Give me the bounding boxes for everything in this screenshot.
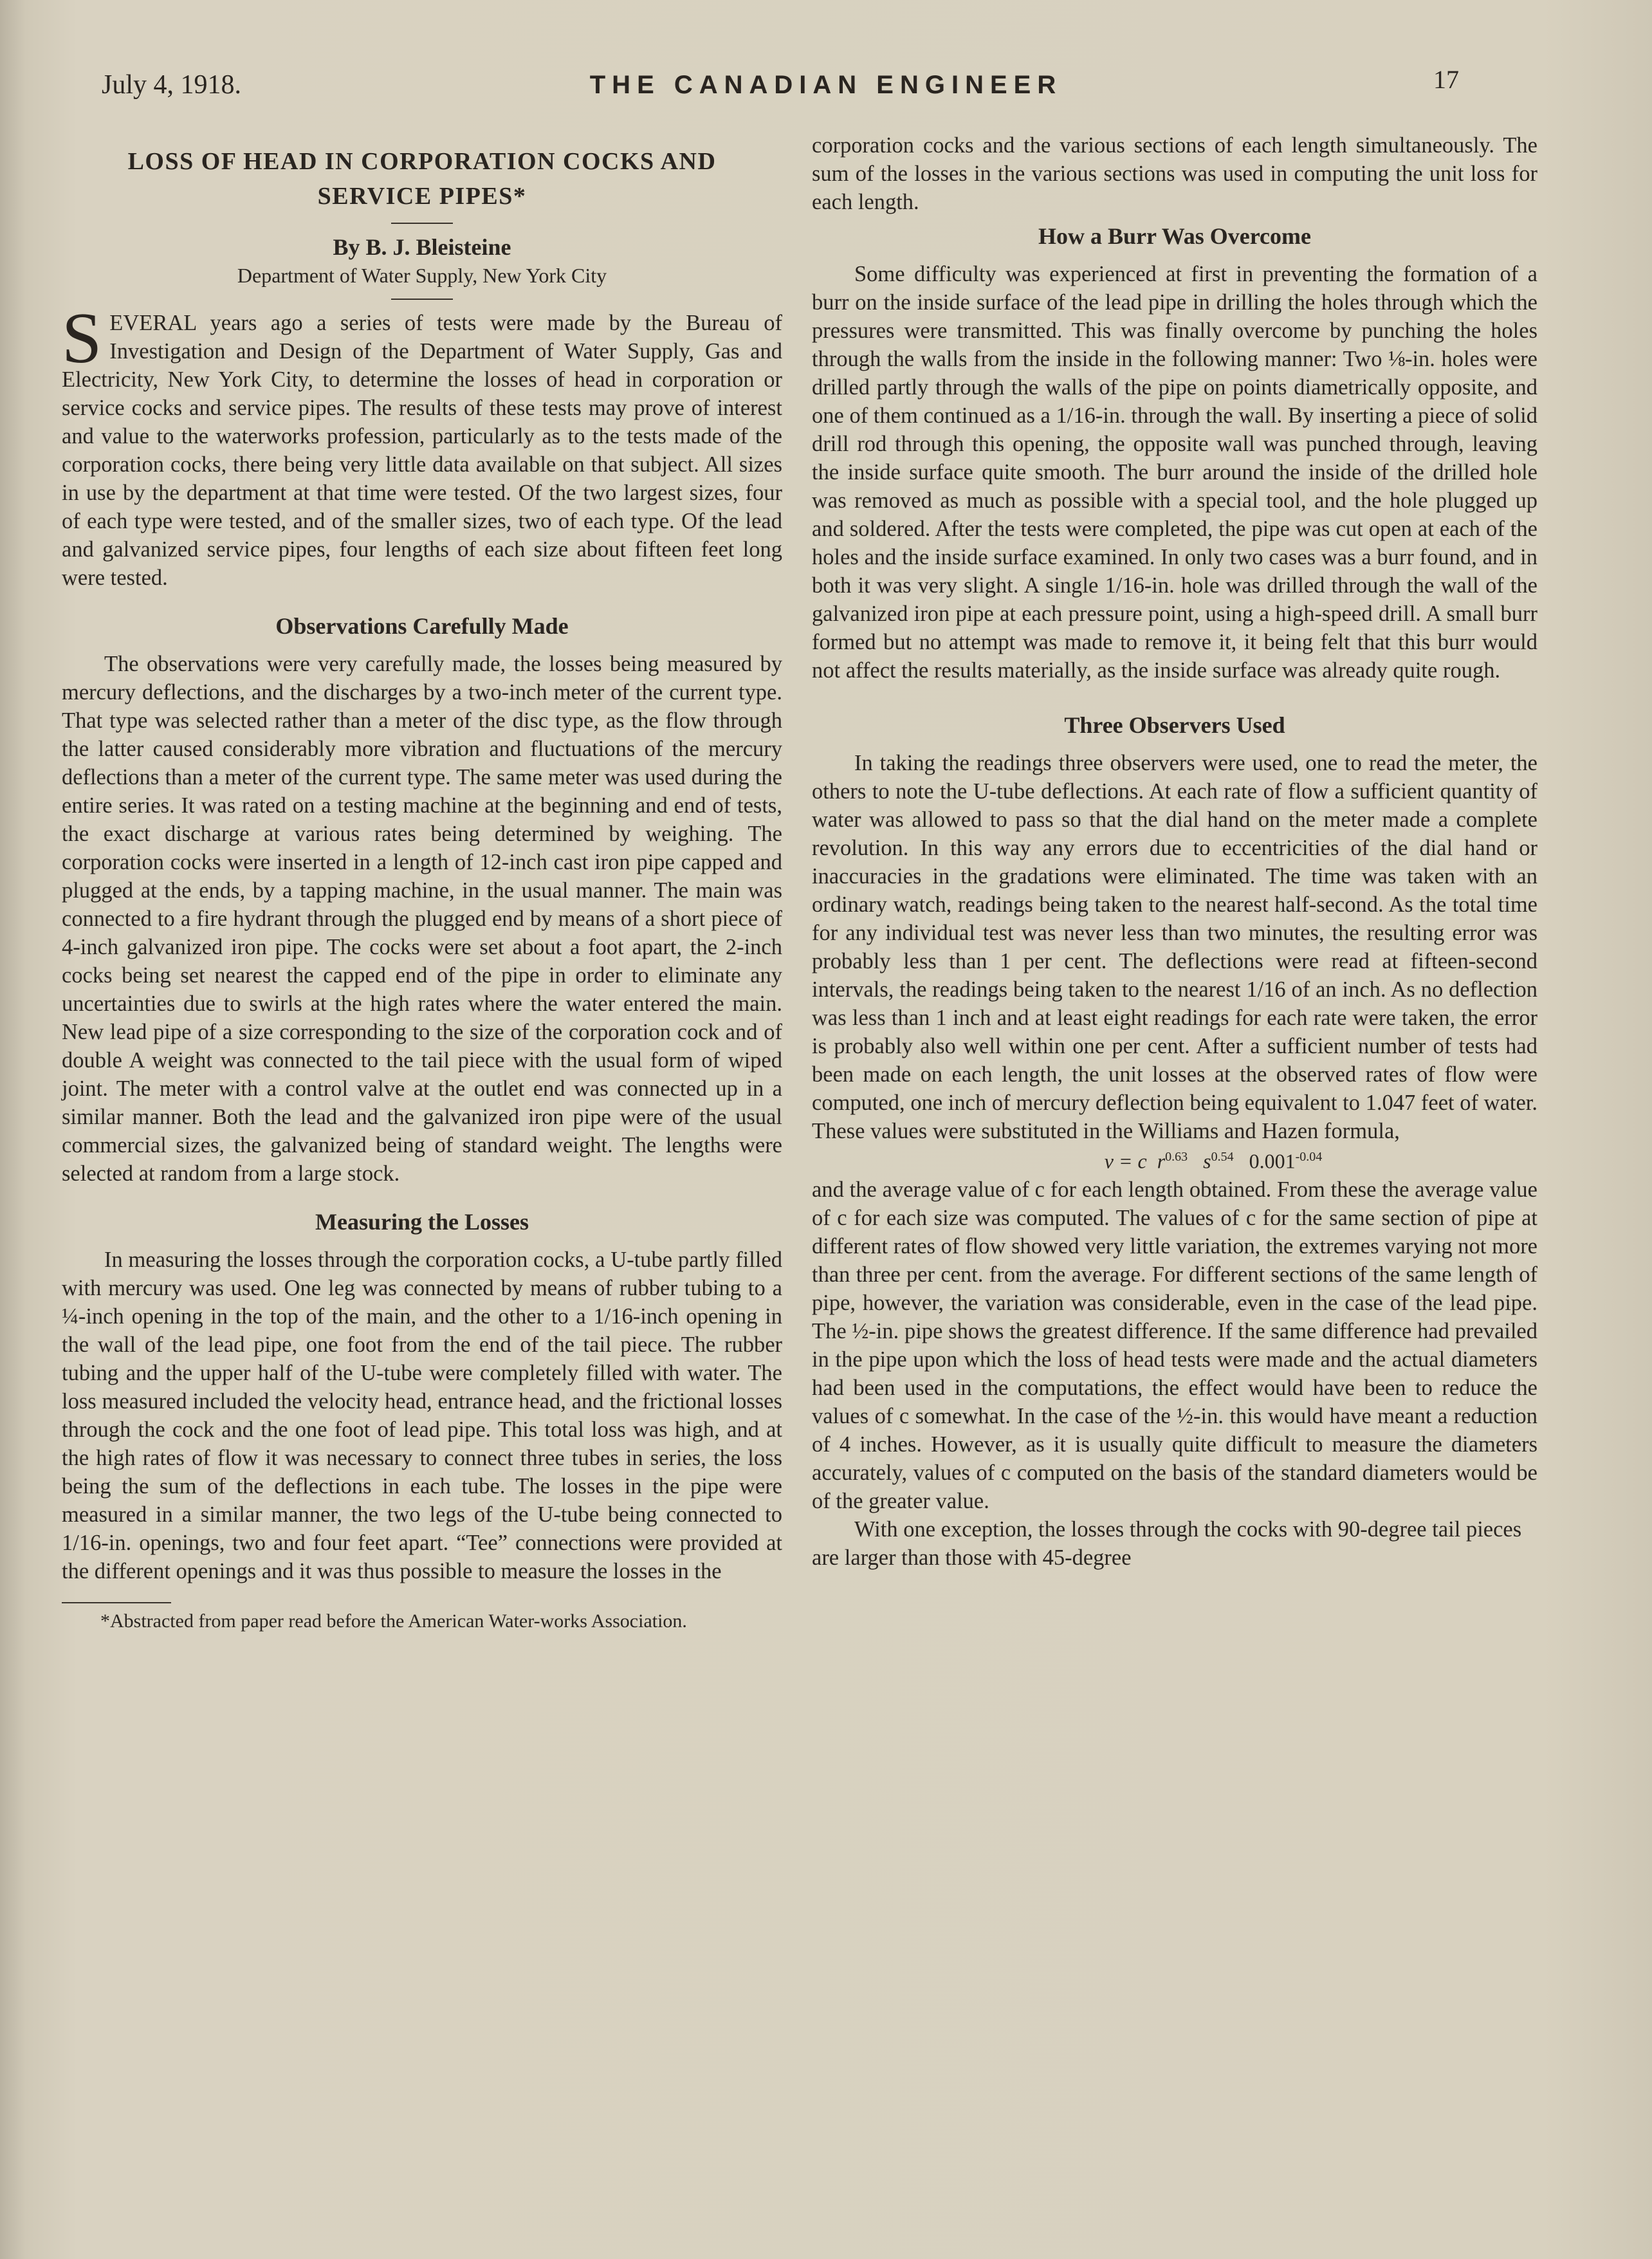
formula-r-exponent: 0.63 <box>1165 1150 1188 1164</box>
byline-divider <box>391 299 453 300</box>
footnote-divider <box>62 1602 171 1603</box>
paragraph-burr: Some difficulty was experienced at first in preventing the formation of a burr on the inside surface of the lead pipe in drilling the holes through which the pressures were transmitted. This was finally overcome by punching the holes through the walls from the inside in the following manner: Two ⅛-in. holes were drilled partly through the walls of the pipe on points diametrically opposite, and one of them continued as a 1/16-in. through the wall. By inserting a piece of solid drill rod through this opening, the opposite wall was punched through, leaving the inside surface quite smooth. The burr around the inside of the drilled hole was removed as much as possible with a special tool, and the hole plugged up and soldered. After the tests were completed, the pipe was cut open at each of the holes and the inside surface examined. In only two cases was a burr found, and in both it was very slight. A single 1/16-in. hole was drilled through the wall of the galvanized iron pipe at each pressure point, using a high-speed drill. A small burr formed but no attempt was made to remove it, it being felt that this burr would not affect the results materially, as the inside surface was already quite rough. <box>812 262 1537 683</box>
author-affiliation: Department of Water Supply, New York City <box>237 264 607 287</box>
paragraph-continuation: corporation cocks and the various sections of each length simultaneously. The sum of the losses in the various sections was used in computing the unit loss for each length. <box>812 133 1537 214</box>
byline: By B. J. Bleisteine <box>333 234 511 260</box>
issue-date: July 4, 1918. <box>102 70 242 100</box>
article-title <box>62 144 782 214</box>
intro-text: EVERAL years ago a series of tests were made by the Bureau of Investigation and Design of the Department of Water Supply, Gas and Electricity, New York City, to determine the losses of head in corporation or service cocks and service pipes. The results of these tests may prove of interest and value to the waterworks profession, particularly as to the tests made of the corporation cocks, there being very little data available on that subject. All sizes in use by the department at that time were tested. Of the two largest sizes, four of each type were tested, and of the smaller sizes, two of each type. Of the lead and galvanized service pipes, four lengths of each size about fifteen feet long were tested. <box>62 311 782 590</box>
right-column <box>812 131 1537 1572</box>
williams-hazen-formula <box>812 1145 1537 1173</box>
subhead-measuring: Measuring the Losses <box>315 1209 529 1235</box>
subhead-burr: How a Burr Was Overcome <box>1038 223 1311 249</box>
publication-title: THE CANADIAN ENGINEER <box>589 71 1063 99</box>
formula-constant-exponent: -0.04 <box>1295 1150 1323 1164</box>
title-divider <box>391 223 453 224</box>
article-title-line-2: SERVICE PIPES* <box>317 183 527 210</box>
footnote: *Abstracted from paper read before the American Water-works Association. <box>100 1610 687 1632</box>
paragraph-measuring: In measuring the losses through the corporation cocks, a U-tube partly filled with mercury was used. One leg was connected by means of rubber tubing to a ¼-inch opening in the top of the main, and the other to a 1/16-inch opening in the wall of the lead pipe, one foot from the end of the tail piece. The rubber tubing and the upper half of the U-tube were completely filled with water. The loss measured included the velocity head, entrance head, and the frictional losses through the cock and the one foot of lead pipe. This total loss was high, and at the high rates of flow it was necessary to connect three tubes in series, the loss being the sum of the deflections in each tube. The losses in the pipe were measured in a similar manner, the two legs of the U-tube being connected to 1/16-in. openings, two and four feet apart. “Tee” connections were provided at the different openings and it was thus possible to measure the losses in the <box>62 1248 782 1583</box>
article-title-line-1: LOSS OF HEAD IN CORPORATION COCKS AND <box>127 148 717 175</box>
formula-s: s <box>1203 1149 1211 1173</box>
paragraph-exception: With one exception, the losses through the cocks with 90-degree tail pieces are larger than those with 45-degree <box>812 1517 1522 1570</box>
formula-r: r <box>1157 1149 1166 1173</box>
page-number: 17 <box>1433 65 1459 94</box>
drop-cap: S <box>62 299 102 378</box>
formula-constant: 0.001 <box>1249 1149 1296 1173</box>
subhead-observers: Three Observers Used <box>1064 712 1285 738</box>
paragraph-observations: The observations were very carefully made, the losses being measured by mercury deflections, and the discharges by a two-inch meter of the current type. That type was selected rather than a meter of the disc type, as the flow through the latter caused considerably more vibration and fluctuations of the mercury deflections than a meter of the current type. The same meter was used during the entire series. It was rated on a testing machine at the beginning and end of tests, the exact discharge at various rates being determined by weighing. The corporation cocks were inserted in a length of 12-inch cast iron pipe capped and plugged at the ends, by a tapping machine, in the usual manner. The main was connected to a fire hydrant through the plugged end by means of a short piece of 4-inch galvanized iron pipe. The cocks were set about a foot apart, the 2-inch cocks being set nearest the capped end of the pipe in order to eliminate any uncertainties due to swirls at the high rates where the water entered the main. New lead pipe of a size corresponding to the size of the corporation cock and of double A weight was connected to the tail piece with the usual form of wiped joint. The meter with a control valve at the outlet end was connected up in a similar manner. Both the lead and the galvanized iron pipe were of the usual commercial sizes, the galvanized being of standard weight. The lengths were selected at random from a large stock. <box>62 652 782 1186</box>
formula-lhs: v = c <box>1104 1149 1147 1173</box>
page-header <box>0 65 1652 108</box>
formula-s-exponent: 0.54 <box>1211 1150 1234 1164</box>
intro-paragraph <box>62 299 782 592</box>
left-column <box>62 135 782 1633</box>
paragraph-observers: In taking the readings three observers were used, one to read the meter, the others to note the U-tube deflections. At each rate of flow a sufficient quantity of water was allowed to pass so that the dial hand on the meter made a complete revolution. In this way any errors due to eccentricities of the dial hand or inaccuracies in the gradations were eliminated. The time was taken with an ordinary watch, readings being taken to the nearest half-second. As the total time for any individual test was never less than two minutes, the resulting error was probably less than 1 per cent. The deflections were read at fifteen-second intervals, the readings being taken to the nearest 1/16 of an inch. As no deflection was less than 1 inch and at least eight readings for each rate were taken, the error is probably also well within one per cent. After a sufficient number of tests had been made on each length, the unit losses at the observed rates of flow were computed, one inch of mercury deflection being equivalent to 1.047 feet of water. These values were substituted in the Williams and Hazen formula, <box>812 751 1537 1143</box>
subhead-observations: Observations Carefully Made <box>275 613 569 639</box>
paragraph-average: and the average value of c for each length obtained. From these the average value of c for each size was computed. The values of c for the same section of pipe at different rates of flow showed very little variation, the extremes varying not more than three per cent. from the average. For different sections of the same length of pipe, however, the variation was considerable, even in the case of the lead pipe. The ½-in. pipe shows the greatest difference. If the same difference had prevailed in the pipe upon which the loss of head tests were made and the actual diameters had been used in the computations, the effect would have been to reduce the values of c somewhat. In the case of the ½-in. this would have meant a reduction of 4 inches. However, as it is usually quite difficult to measure the diameters accurately, values of c computed on the basis of the standard diameters would be of the greater value. <box>812 1177 1537 1513</box>
